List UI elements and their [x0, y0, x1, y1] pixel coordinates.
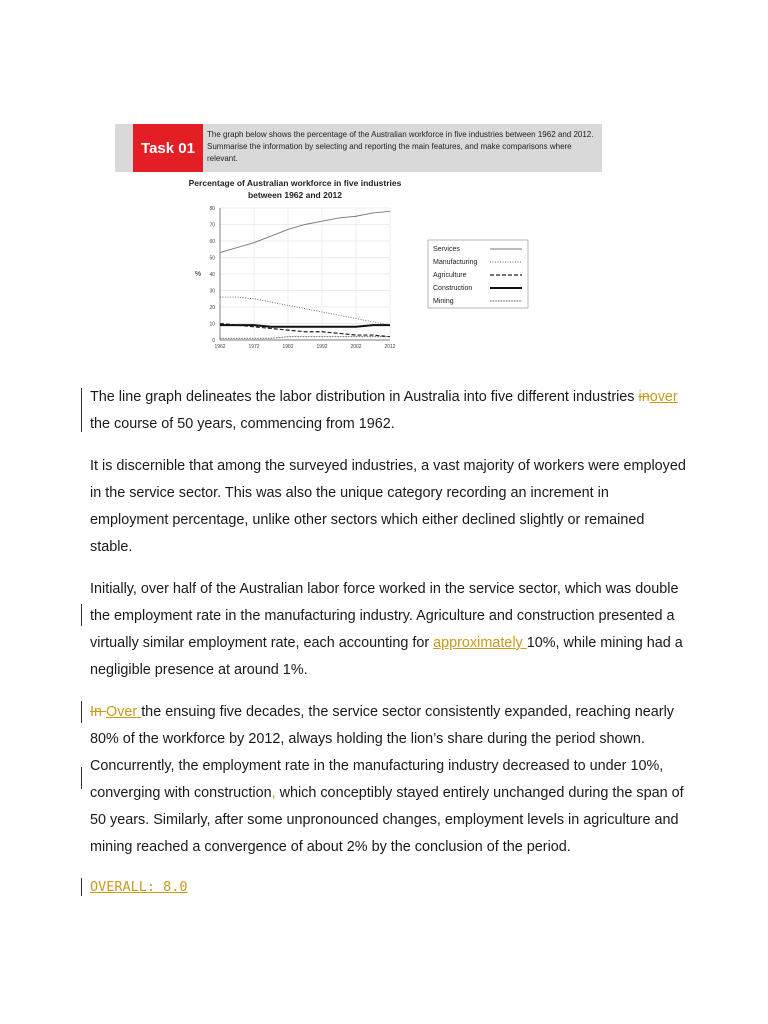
series-line-services — [220, 211, 390, 252]
line-chart — [180, 176, 540, 358]
p4-deletion: In — [90, 704, 106, 720]
p3-text-b: 10%, while mining had a negligible presence at around 1%. — [90, 635, 683, 678]
y-tick-label: 40 — [209, 271, 215, 278]
p4-text-a: the ensuing five decades, the service sector consistently expanded, reaching nearly 80% of the workforce by 2012, always holding the lion’s share during the period shown. Concurrently, the employment rate in the manufacturing industry decreased to under 10%, converging with construction — [90, 704, 674, 801]
x-tick-label: 2002 — [350, 344, 362, 350]
p4-text-b: which conceptibly stayed entirely unchanged during the span of 50 years. Similarly, after some unpronounced changes, employment levels in agriculture and mining reached a convergence of about 2% by the conclusion of the period. — [90, 785, 684, 855]
change-bar — [81, 701, 82, 723]
p1-deletion: in — [638, 389, 650, 405]
p3-insertion: approximately — [433, 635, 527, 651]
p4-insertion: Over — [106, 704, 142, 720]
series-line-manufacturing — [220, 297, 390, 325]
p3-text-a: Initially, over half of the Australian labor force worked in the service sector, which was double the employment rate in the manufacturing industry. Agriculture and construction presented a virtually similar employment rate, each accounting for — [90, 581, 679, 651]
task-badge: Task 01 — [133, 124, 203, 172]
p1-insertion: over — [649, 389, 678, 405]
x-tick-label: 2012 — [384, 344, 396, 350]
legend-label: Services — [433, 246, 460, 253]
chart-svg — [180, 176, 540, 358]
x-tick-label: 1992 — [316, 344, 328, 350]
change-bar — [81, 767, 82, 789]
series-line-mining — [220, 337, 390, 339]
legend-label: Agriculture — [433, 272, 467, 279]
y-tick-label: 50 — [209, 255, 215, 262]
essay — [90, 384, 690, 898]
task-banner — [115, 124, 602, 172]
y-tick-label: 60 — [209, 238, 215, 245]
essay-paragraph-3 — [90, 576, 690, 684]
y-tick-label: 30 — [209, 288, 215, 295]
chart-title: Percentage of Australian workforce in five industries — [188, 178, 402, 188]
chart-title: between 1962 and 2012 — [247, 190, 343, 200]
change-bar — [81, 604, 82, 626]
x-tick-label: 1982 — [282, 344, 294, 350]
essay-paragraph-4 — [90, 699, 690, 861]
x-tick-label: 1962 — [214, 344, 226, 350]
p4-insertion-comma: , — [271, 785, 276, 801]
y-tick-label: 70 — [209, 222, 215, 229]
y-tick-label: 10 — [209, 321, 215, 328]
legend-label: Construction — [433, 285, 473, 292]
legend-label: Mining — [433, 298, 454, 305]
y-axis-label: % — [194, 271, 202, 278]
essay-paragraph-1 — [90, 384, 690, 438]
p1-text-b: the course of 50 years, commencing from 1962. — [90, 416, 395, 432]
y-tick-label: 0 — [212, 337, 215, 344]
p1-text-a: The line graph delineates the labor distribution in Australia into five different industries — [90, 389, 639, 405]
overall-score: OVERALL: 8.0 — [90, 876, 690, 898]
y-tick-label: 20 — [209, 304, 215, 311]
essay-paragraph-2: It is discernible that among the surveyed industries, a vast majority of workers were employed in the service sector. This was also the unique category recording an increment in employment percentage, unlike other sectors which either declined slightly or remained stable. — [90, 458, 686, 555]
y-tick-label: 80 — [209, 205, 215, 212]
task-prompt: The graph below shows the percentage of the Australian workforce in five industries between 1962 and 2012. Summarise the information by selecting and reporting the main features, and make comparisons where relevant. — [207, 130, 594, 163]
x-tick-label: 1972 — [248, 344, 260, 350]
legend-label: Manufacturing — [433, 259, 478, 266]
